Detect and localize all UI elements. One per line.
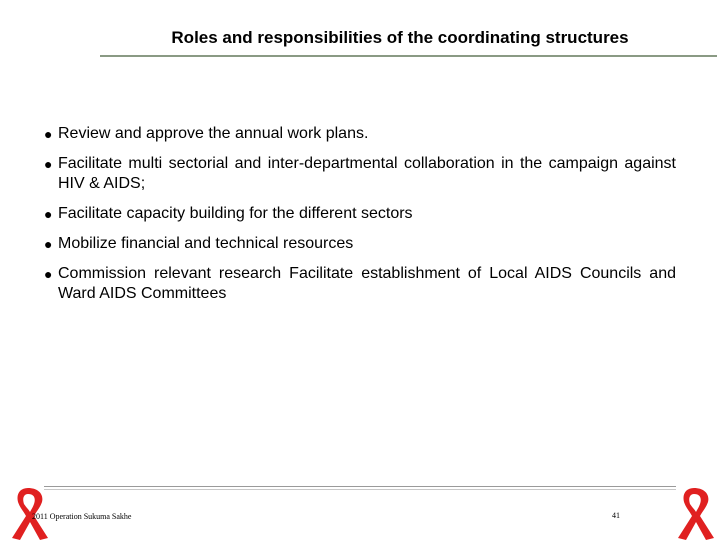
bullet-text: Mobilize financial and technical resources (58, 235, 354, 252)
page-number: 41 (612, 511, 620, 520)
bullet-dot: ● (44, 266, 53, 282)
slide-title: Roles and responsibilities of the coordinating structures (171, 28, 629, 47)
footer-text: 2011 Operation Sukuma Sakhe (32, 512, 132, 521)
bullet-dot: ● (44, 156, 53, 172)
bullet-text: Review and approve the annual work plans. (58, 125, 369, 142)
bullet-text: Facilitate multi sectorial and inter-departmental collaboration in the campaign against HIV & AIDS; (58, 155, 676, 192)
bullet-item (44, 234, 676, 254)
bullet-dot: ● (44, 236, 53, 252)
red-ribbon-icon (670, 484, 718, 540)
footer-divider (44, 486, 676, 490)
title-divider (100, 55, 717, 57)
bullet-text: Commission relevant research Facilitate establishment of Local AIDS Councils and Ward AIDS Committees (58, 265, 676, 302)
bullet-dot: ● (44, 126, 53, 142)
bullet-item (44, 154, 676, 194)
bullet-list (44, 124, 676, 314)
bullet-item (44, 124, 676, 144)
bullet-dot: ● (44, 206, 53, 222)
bullet-text: Facilitate capacity building for the different sectors (58, 205, 413, 222)
bullet-item (44, 264, 676, 304)
bullet-item (44, 204, 676, 224)
